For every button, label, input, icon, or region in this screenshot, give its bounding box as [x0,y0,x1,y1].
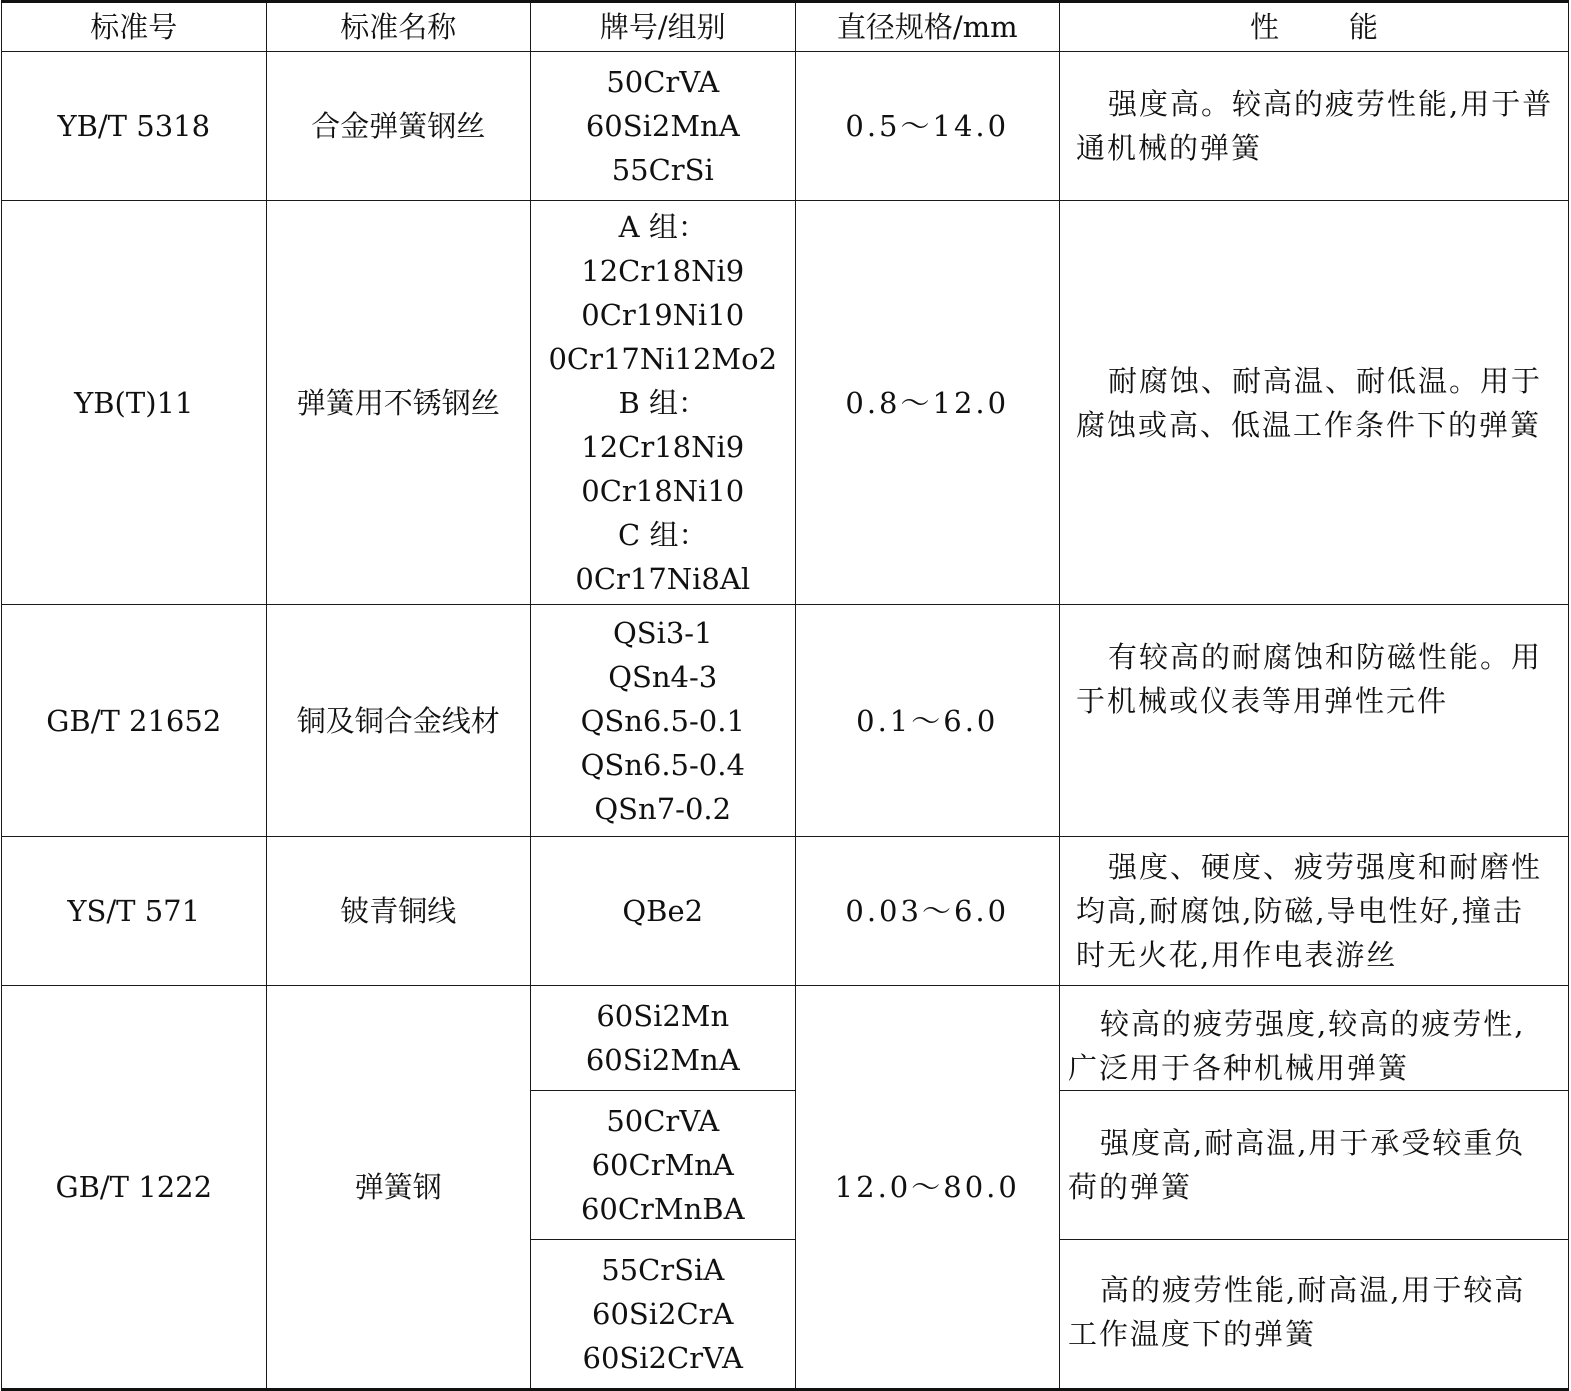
cell-diameter: 0.8～12.0 [795,201,1060,605]
table-row [2,201,1569,605]
performance-text: 强度、硬度、疲劳强度和耐磨性均高,耐腐蚀,防磁,导电性好,撞击时无火花,用作电表游丝 [1076,850,1543,972]
grade-item: 0Cr17Ni8Al [575,561,751,596]
table-header-row [2,2,1569,52]
spring-material-table-sheet [1,0,1569,1385]
header-standard-no: 标准号 [2,2,267,52]
cell-standard-name: 铍青铜线 [266,837,531,986]
performance-text: 有较高的耐腐蚀和防磁性能。用于机械或仪表等用弹性元件 [1076,640,1543,718]
cell-standard-no: YS/T 571 [2,837,267,986]
header-diameter: 直径规格/mm [795,2,1060,52]
performance-text: 耐腐蚀、耐高温、耐低温。用于腐蚀或高、低温工作条件下的弹簧 [1076,363,1543,442]
cell-standard-no: YB/T 5318 [2,52,267,201]
grade-item: 0Cr18Ni10 [581,473,745,508]
spring-material-standards-table [1,0,1569,1391]
cell-performance [1060,201,1569,605]
cell-grades [531,986,796,1091]
grade-item: 60Si2MnA [585,1043,740,1077]
grade-item: 60CrMnBA [580,1192,745,1226]
cell-performance [1060,605,1569,837]
grade-item: QSn4-3 [608,659,718,694]
performance-text: 强度高。较高的疲劳性能,用于普通机械的弹簧 [1076,87,1554,165]
grade-item: 60Si2Mn [596,999,730,1033]
grade-item: QSn7-0.2 [594,791,732,826]
performance-text: 高的疲劳性能,耐高温,用于较高工作温度下的弹簧 [1068,1273,1526,1351]
grade-item: 50CrVA [606,65,720,99]
cell-standard-name: 弹簧用不锈钢丝 [266,201,531,605]
grade-item: 12Cr18Ni9 [581,429,745,464]
table-row [2,605,1569,837]
cell-performance [1060,52,1569,201]
grade-item: 60Si2CrVA [582,1341,743,1375]
cell-grades [531,201,796,605]
cell-diameter: 0.5～14.0 [795,52,1060,201]
cell-grades [531,605,796,837]
grade-item: QSn6.5-0.4 [580,747,745,782]
grade-item: 0Cr19Ni10 [581,297,745,332]
table-row [2,52,1569,201]
cell-standard-name: 铜及铜合金线材 [266,605,531,837]
cell-standard-no: GB/T 1222 [2,986,267,1390]
grade-item: 0Cr17Ni12Mo2 [548,341,778,376]
performance-text: 强度高,耐高温,用于承受较重负荷的弹簧 [1068,1126,1526,1204]
cell-grades [531,1091,796,1240]
grade-group-label: A 组： [618,209,707,244]
header-performance-left: 性 [1249,10,1279,44]
grade-item: 60Si2MnA [585,109,740,143]
grade-item: 55CrSi [611,153,714,187]
grade-item: QSn6.5-0.1 [580,703,745,738]
grade-item: 55CrSiA [601,1253,725,1287]
cell-diameter: 12.0～80.0 [795,986,1060,1390]
grade-group-label: C 组： [618,517,708,552]
cell-performance [1060,986,1569,1091]
header-performance [1060,2,1569,52]
grade-item: 12Cr18Ni9 [581,253,745,288]
header-performance-right: 能 [1349,10,1379,44]
cell-diameter: 0.1～6.0 [795,605,1060,837]
cell-diameter: 0.03～6.0 [795,837,1060,986]
cell-standard-no: YB(T)11 [2,201,267,605]
header-grade-group: 牌号/组别 [531,2,796,52]
table-row [2,986,1569,1091]
cell-performance [1060,837,1569,986]
cell-standard-name: 弹簧钢 [266,986,531,1390]
cell-standard-no: GB/T 21652 [2,605,267,837]
header-standard-name: 标准名称 [266,2,531,52]
cell-standard-name: 合金弹簧钢丝 [266,52,531,201]
cell-performance [1060,1091,1569,1240]
cell-grades [531,52,796,201]
cell-grades [531,1240,796,1390]
performance-text: 较高的疲劳强度,较高的疲劳性,广泛用于各种机械用弹簧 [1068,1007,1526,1085]
cell-performance [1060,1240,1569,1390]
grade-item: QSi3-1 [612,615,713,650]
grade-item: 60Si2CrA [592,1297,734,1331]
grade-group-label: B 组： [618,385,708,420]
grade-item: 50CrVA [606,1104,720,1138]
table-row [2,837,1569,986]
grade-item: 60CrMnA [591,1148,734,1182]
grade-item: QBe2 [622,894,704,928]
cell-grades [531,837,796,986]
